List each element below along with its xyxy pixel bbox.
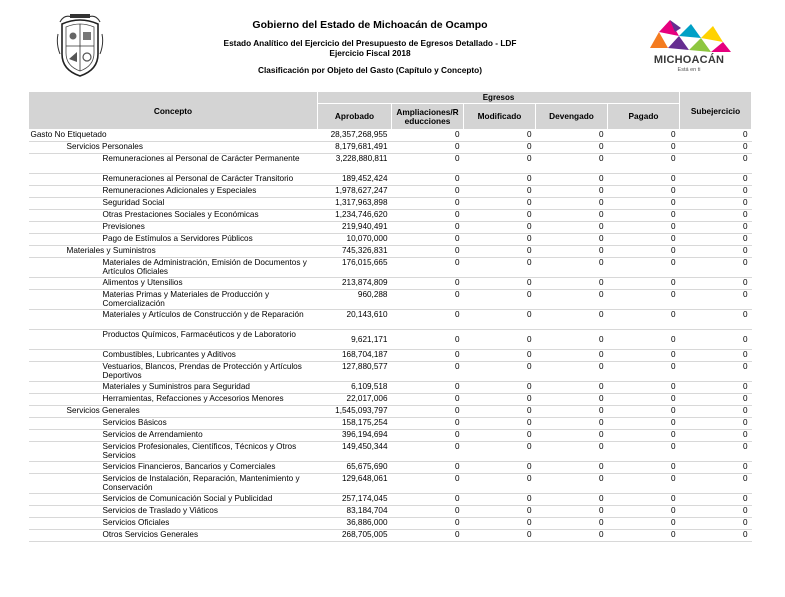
table-row: [29, 362, 752, 382]
devengado-cell: 0: [536, 142, 608, 154]
modificado-cell: 0: [464, 362, 536, 382]
concepto-cell: Remuneraciones al Personal de Carácter Permanente: [29, 154, 318, 174]
table-row: [29, 330, 752, 350]
modificado-cell: 0: [464, 198, 536, 210]
budget-table: [28, 91, 752, 542]
table-row: [29, 142, 752, 154]
aprobado-cell: 268,705,005: [318, 530, 392, 542]
table-row: [29, 350, 752, 362]
modificado-cell: 0: [464, 494, 536, 506]
table-row: [29, 462, 752, 474]
ampliaciones-cell: 0: [392, 142, 464, 154]
devengado-cell: 0: [536, 278, 608, 290]
pagado-cell: 0: [608, 246, 680, 258]
ampliaciones-cell: 0: [392, 198, 464, 210]
devengado-cell: 0: [536, 258, 608, 278]
devengado-cell: 0: [536, 350, 608, 362]
concepto-cell: Servicios Personales: [29, 142, 318, 154]
concepto-cell: Materiales y Artículos de Construcción y de Reparación: [29, 310, 318, 330]
devengado-cell: 0: [536, 418, 608, 430]
aprobado-cell: 257,174,045: [318, 494, 392, 506]
ampliaciones-cell: 0: [392, 506, 464, 518]
modificado-cell: 0: [464, 210, 536, 222]
ampliaciones-cell: 0: [392, 418, 464, 430]
ampliaciones-cell: 0: [392, 154, 464, 174]
aprobado-cell: 1,978,627,247: [318, 186, 392, 198]
aprobado-cell: 28,357,268,955: [318, 130, 392, 142]
concepto-cell: Seguridad Social: [29, 198, 318, 210]
modificado-cell: 0: [464, 462, 536, 474]
table-row: [29, 530, 752, 542]
pagado-cell: 0: [608, 474, 680, 494]
report-title: Gobierno del Estado de Michoacán de Ocampo: [252, 19, 488, 31]
table-row: [29, 494, 752, 506]
classification-title: Clasificación por Objeto del Gasto (Capítulo y Concepto): [257, 65, 483, 75]
concepto-cell: Productos Químicos, Farmacéuticos y de Laboratorio: [29, 330, 318, 350]
subejercicio-cell: 0: [680, 362, 752, 382]
pagado-cell: 0: [608, 186, 680, 198]
pagado-cell: 0: [608, 462, 680, 474]
subejercicio-cell: 0: [680, 518, 752, 530]
subejercicio-cell: 0: [680, 246, 752, 258]
devengado-cell: 0: [536, 362, 608, 382]
table-row: [29, 198, 752, 210]
ampliaciones-cell: 0: [392, 430, 464, 442]
subejercicio-cell: 0: [680, 142, 752, 154]
aprobado-cell: 396,194,694: [318, 430, 392, 442]
table-row: [29, 278, 752, 290]
table-row: [29, 290, 752, 310]
modificado-cell: 0: [464, 330, 536, 350]
aprobado-cell: 213,874,809: [318, 278, 392, 290]
table-row: [29, 474, 752, 494]
subejercicio-cell: 0: [680, 258, 752, 278]
subejercicio-cell: 0: [680, 154, 752, 174]
aprobado-cell: 1,234,746,620: [318, 210, 392, 222]
aprobado-cell: 1,317,963,898: [318, 198, 392, 210]
pagado-cell: 0: [608, 330, 680, 350]
aprobado-cell: 168,704,187: [318, 350, 392, 362]
modificado-cell: 0: [464, 142, 536, 154]
pagado-cell: 0: [608, 130, 680, 142]
ampliaciones-cell: 0: [392, 278, 464, 290]
subejercicio-cell: 0: [680, 198, 752, 210]
modificado-cell: 0: [464, 130, 536, 142]
modificado-cell: 0: [464, 506, 536, 518]
pagado-cell: 0: [608, 362, 680, 382]
pagado-cell: 0: [608, 142, 680, 154]
pagado-cell: 0: [608, 430, 680, 442]
aprobado-cell: 127,880,577: [318, 362, 392, 382]
subejercicio-cell: 0: [680, 462, 752, 474]
table-row: [29, 234, 752, 246]
aprobado-cell: 36,886,000: [318, 518, 392, 530]
ampliaciones-cell: 0: [392, 246, 464, 258]
table-row: [29, 310, 752, 330]
concepto-cell: Servicios Básicos: [29, 418, 318, 430]
modificado-cell: 0: [464, 394, 536, 406]
ampliaciones-cell: 0: [392, 222, 464, 234]
modificado-cell: 0: [464, 290, 536, 310]
subejercicio-cell: 0: [680, 210, 752, 222]
ampliaciones-cell: 0: [392, 382, 464, 394]
col-header-aprobado: Aprobado: [318, 104, 392, 130]
aprobado-cell: 219,940,491: [318, 222, 392, 234]
fiscal-year: Ejercicio Fiscal 2018: [329, 47, 411, 58]
subejercicio-cell: 0: [680, 234, 752, 246]
col-header-modificado: Modificado: [464, 104, 536, 130]
pagado-cell: 0: [608, 518, 680, 530]
concepto-cell: Servicios Oficiales: [29, 518, 318, 530]
aprobado-cell: 960,288: [318, 290, 392, 310]
devengado-cell: 0: [536, 174, 608, 186]
ampliaciones-cell: 0: [392, 442, 464, 462]
subejercicio-cell: 0: [680, 394, 752, 406]
logo-wordmark: MICHOACÁN: [653, 54, 725, 66]
table-row: [29, 442, 752, 462]
concepto-cell: Servicios Financieros, Bancarios y Comerciales: [29, 462, 318, 474]
subejercicio-cell: 0: [680, 290, 752, 310]
devengado-cell: 0: [536, 462, 608, 474]
col-header-subejercicio: Subejercicio: [680, 92, 752, 130]
devengado-cell: 0: [536, 290, 608, 310]
pagado-cell: 0: [608, 310, 680, 330]
ampliaciones-cell: 0: [392, 290, 464, 310]
table-row: [29, 130, 752, 142]
subejercicio-cell: 0: [680, 530, 752, 542]
subejercicio-cell: 0: [680, 430, 752, 442]
ampliaciones-cell: 0: [392, 406, 464, 418]
pagado-cell: 0: [608, 394, 680, 406]
devengado-cell: 0: [536, 330, 608, 350]
subejercicio-cell: 0: [680, 186, 752, 198]
modificado-cell: 0: [464, 174, 536, 186]
ampliaciones-cell: 0: [392, 186, 464, 198]
subejercicio-cell: 0: [680, 330, 752, 350]
devengado-cell: 0: [536, 474, 608, 494]
aprobado-cell: 3,228,880,811: [318, 154, 392, 174]
devengado-cell: 0: [536, 310, 608, 330]
pagado-cell: 0: [608, 258, 680, 278]
logo-tagline: Está en ti: [677, 67, 701, 73]
modificado-cell: 0: [464, 186, 536, 198]
report-header: [150, 19, 590, 75]
devengado-cell: 0: [536, 154, 608, 174]
aprobado-cell: 176,015,665: [318, 258, 392, 278]
concepto-cell: Remuneraciones al Personal de Carácter Transitorio: [29, 174, 318, 186]
subejercicio-cell: 0: [680, 494, 752, 506]
devengado-cell: 0: [536, 430, 608, 442]
table-row: [29, 518, 752, 530]
michoacan-mark-icon: [645, 18, 735, 56]
aprobado-cell: 158,175,254: [318, 418, 392, 430]
devengado-cell: 0: [536, 210, 608, 222]
table-row: [29, 406, 752, 418]
modificado-cell: 0: [464, 246, 536, 258]
concepto-cell: Servicios de Traslado y Viáticos: [29, 506, 318, 518]
modificado-cell: 0: [464, 258, 536, 278]
modificado-cell: 0: [464, 234, 536, 246]
devengado-cell: 0: [536, 186, 608, 198]
modificado-cell: 0: [464, 406, 536, 418]
subejercicio-cell: 0: [680, 222, 752, 234]
ampliaciones-cell: 0: [392, 530, 464, 542]
concepto-cell: Herramientas, Refacciones y Accesorios Menores: [29, 394, 318, 406]
pagado-cell: 0: [608, 210, 680, 222]
devengado-cell: 0: [536, 506, 608, 518]
modificado-cell: 0: [464, 310, 536, 330]
pagado-cell: 0: [608, 174, 680, 186]
concepto-cell: Servicios Profesionales, Científicos, Técnicos y Otros Servicios: [29, 442, 318, 462]
modificado-cell: 0: [464, 222, 536, 234]
aprobado-cell: 10,070,000: [318, 234, 392, 246]
subejercicio-cell: 0: [680, 418, 752, 430]
table-row: [29, 174, 752, 186]
pagado-cell: 0: [608, 382, 680, 394]
pagado-cell: 0: [608, 278, 680, 290]
col-header-concepto: Concepto: [29, 92, 318, 130]
pagado-cell: 0: [608, 222, 680, 234]
table-row: [29, 394, 752, 406]
ampliaciones-cell: 0: [392, 394, 464, 406]
subejercicio-cell: 0: [680, 350, 752, 362]
table-row: [29, 246, 752, 258]
pagado-cell: 0: [608, 350, 680, 362]
concepto-cell: Pago de Estímulos a Servidores Públicos: [29, 234, 318, 246]
modificado-cell: 0: [464, 474, 536, 494]
ampliaciones-cell: 0: [392, 474, 464, 494]
aprobado-cell: 189,452,424: [318, 174, 392, 186]
concepto-cell: Servicios Generales: [29, 406, 318, 418]
col-header-egresos: Egresos: [318, 92, 680, 104]
pagado-cell: 0: [608, 506, 680, 518]
devengado-cell: 0: [536, 394, 608, 406]
devengado-cell: 0: [536, 518, 608, 530]
devengado-cell: 0: [536, 382, 608, 394]
devengado-cell: 0: [536, 406, 608, 418]
pagado-cell: 0: [608, 442, 680, 462]
pagado-cell: 0: [608, 154, 680, 174]
concepto-cell: Otros Servicios Generales: [29, 530, 318, 542]
table-row: [29, 418, 752, 430]
devengado-cell: 0: [536, 234, 608, 246]
pagado-cell: 0: [608, 198, 680, 210]
ampliaciones-cell: 0: [392, 350, 464, 362]
concepto-cell: Otras Prestaciones Sociales y Económicas: [29, 210, 318, 222]
col-header-pagado: Pagado: [608, 104, 680, 130]
aprobado-cell: 129,648,061: [318, 474, 392, 494]
aprobado-cell: 8,179,681,491: [318, 142, 392, 154]
subejercicio-cell: 0: [680, 406, 752, 418]
subejercicio-cell: 0: [680, 382, 752, 394]
col-header-ampliaciones: Ampliaciones/R educciones: [392, 104, 464, 130]
devengado-cell: 0: [536, 222, 608, 234]
modificado-cell: 0: [464, 278, 536, 290]
devengado-cell: 0: [536, 246, 608, 258]
concepto-cell: Remuneraciones Adicionales y Especiales: [29, 186, 318, 198]
concepto-cell: Gasto No Etiquetado: [29, 130, 318, 142]
subejercicio-cell: 0: [680, 442, 752, 462]
ampliaciones-cell: 0: [392, 494, 464, 506]
ampliaciones-cell: 0: [392, 130, 464, 142]
modificado-cell: 0: [464, 442, 536, 462]
concepto-cell: Materias Primas y Materiales de Producción y Comercialización: [29, 290, 318, 310]
ampliaciones-cell: 0: [392, 174, 464, 186]
table-row: [29, 210, 752, 222]
modificado-cell: 0: [464, 382, 536, 394]
pagado-cell: 0: [608, 234, 680, 246]
state-seal-logo: [56, 14, 104, 84]
subejercicio-cell: 0: [680, 130, 752, 142]
concepto-cell: Combustibles, Lubricantes y Aditivos: [29, 350, 318, 362]
aprobado-cell: 9,621,171: [318, 330, 392, 350]
subejercicio-cell: 0: [680, 174, 752, 186]
concepto-cell: Materiales de Administración, Emisión de Documentos y Artículos Oficiales: [29, 258, 318, 278]
modificado-cell: 0: [464, 518, 536, 530]
pagado-cell: 0: [608, 530, 680, 542]
subejercicio-cell: 0: [680, 310, 752, 330]
coat-of-arms-icon: [56, 14, 104, 80]
ampliaciones-cell: 0: [392, 330, 464, 350]
ampliaciones-cell: 0: [392, 234, 464, 246]
table-row: [29, 154, 752, 174]
aprobado-cell: 20,143,610: [318, 310, 392, 330]
ampliaciones-cell: 0: [392, 462, 464, 474]
devengado-cell: 0: [536, 198, 608, 210]
michoacan-logo: [645, 18, 735, 80]
aprobado-cell: 65,675,690: [318, 462, 392, 474]
aprobado-cell: 6,109,518: [318, 382, 392, 394]
concepto-cell: Servicios de Comunicación Social y Publicidad: [29, 494, 318, 506]
devengado-cell: 0: [536, 442, 608, 462]
concepto-cell: Alimentos y Utensilios: [29, 278, 318, 290]
ampliaciones-cell: 0: [392, 362, 464, 382]
modificado-cell: 0: [464, 530, 536, 542]
devengado-cell: 0: [536, 494, 608, 506]
modificado-cell: 0: [464, 350, 536, 362]
subejercicio-cell: 0: [680, 474, 752, 494]
pagado-cell: 0: [608, 494, 680, 506]
aprobado-cell: 1,545,093,797: [318, 406, 392, 418]
table-row: [29, 258, 752, 278]
subejercicio-cell: 0: [680, 506, 752, 518]
concepto-cell: Materiales y Suministros para Seguridad: [29, 382, 318, 394]
concepto-cell: Servicios de Arrendamiento: [29, 430, 318, 442]
ampliaciones-cell: 0: [392, 518, 464, 530]
modificado-cell: 0: [464, 430, 536, 442]
aprobado-cell: 745,326,831: [318, 246, 392, 258]
aprobado-cell: 83,184,704: [318, 506, 392, 518]
aprobado-cell: 22,017,006: [318, 394, 392, 406]
ampliaciones-cell: 0: [392, 258, 464, 278]
table-row: [29, 506, 752, 518]
concepto-cell: Servicios de Instalación, Reparación, Mantenimiento y Conservación: [29, 474, 318, 494]
pagado-cell: 0: [608, 290, 680, 310]
subejercicio-cell: 0: [680, 278, 752, 290]
aprobado-cell: 149,450,344: [318, 442, 392, 462]
ampliaciones-cell: 0: [392, 310, 464, 330]
concepto-cell: Previsiones: [29, 222, 318, 234]
col-header-devengado: Devengado: [536, 104, 608, 130]
devengado-cell: 0: [536, 130, 608, 142]
table-row: [29, 222, 752, 234]
devengado-cell: 0: [536, 530, 608, 542]
table-row: [29, 186, 752, 198]
ampliaciones-cell: 0: [392, 210, 464, 222]
report-subtitle: Estado Analítico del Ejercicio del Presupuesto de Egresos Detallado - LDF: [223, 38, 517, 48]
pagado-cell: 0: [608, 406, 680, 418]
modificado-cell: 0: [464, 154, 536, 174]
modificado-cell: 0: [464, 418, 536, 430]
concepto-cell: Materiales y Suministros: [29, 246, 318, 258]
table-row: [29, 430, 752, 442]
concepto-cell: Vestuarios, Blancos, Prendas de Protección y Artículos Deportivos: [29, 362, 318, 382]
pagado-cell: 0: [608, 418, 680, 430]
table-row: [29, 382, 752, 394]
